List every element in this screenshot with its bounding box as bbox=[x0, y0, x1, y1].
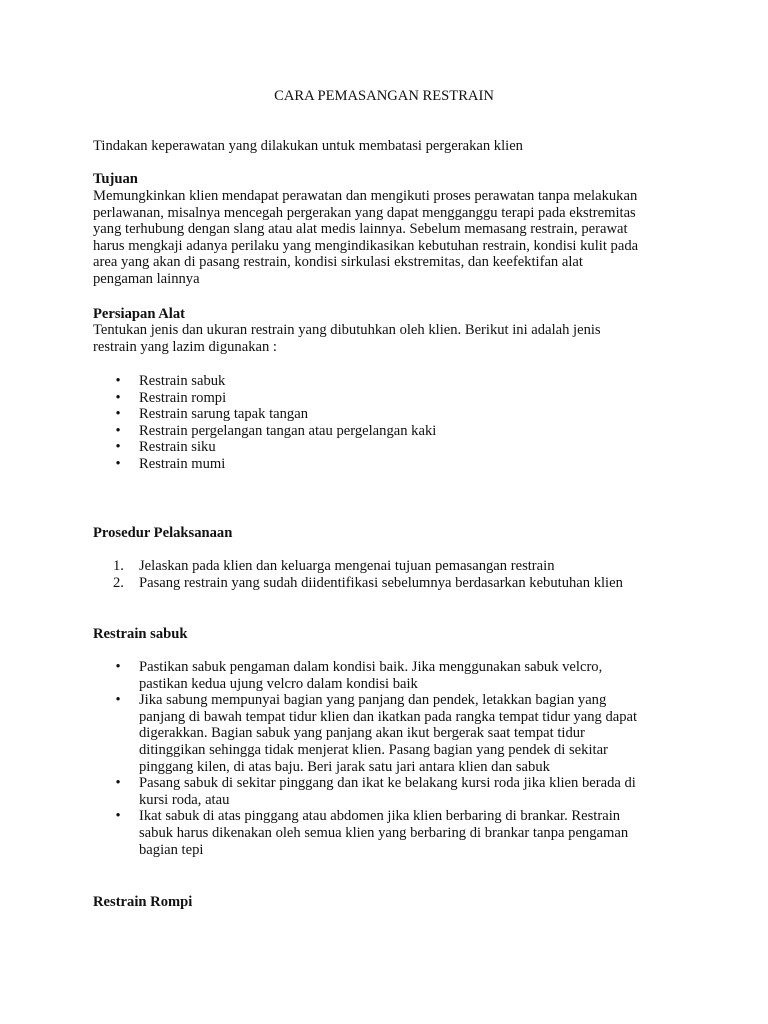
bullet-icon: • bbox=[115, 389, 121, 406]
list-item: • Restrain pergelangan tangan atau pergelangan kaki bbox=[0, 423, 768, 440]
persiapan-heading: Persiapan Alat bbox=[93, 306, 186, 322]
restrain-sabuk-heading: Restrain sabuk bbox=[93, 626, 188, 642]
bullet-icon: • bbox=[115, 659, 121, 675]
restrain-sabuk-list bbox=[0, 659, 768, 858]
list-item: • Jika sabung mempunyai bagian yang panjang dan pendek, letakkan bagian yang panjang di bawah tempat tidur klien dan ikatkan pada rangka tempat tidur yang dapat digerakkan. Bagian sabuk yang panjang akan ikut bergerak saat tempat tidur ditinggikan sehingga tidak menjerat klien. Pasang bagian yang pendek di sekitar pinggang kilen, di atas baju. Beri jarak satu jari antara klien dan sabuk bbox=[0, 692, 669, 775]
prosedur-heading: Prosedur Pelaksanaan bbox=[93, 525, 233, 541]
persiapan-paragraph bbox=[93, 322, 675, 355]
tujuan-line: area yang akan di pasang restrain, kondisi sirkulasi ekstremitas, dan keefektifan alat bbox=[93, 254, 583, 271]
tujuan-heading: Tujuan bbox=[93, 171, 138, 187]
bullet-icon: • bbox=[115, 808, 121, 825]
list-item: • Pastikan sabuk pengaman dalam kondisi baik. Jika menggunakan sabuk velcro, pastikan kedua ujung velcro dalam kondisi baik bbox=[0, 659, 669, 692]
bullet-icon: • bbox=[115, 775, 121, 792]
bullet-icon: • bbox=[115, 373, 121, 389]
tujuan-paragraph bbox=[93, 188, 675, 288]
tujuan-line: perlawanan, misalnya mencegah pergerakan yang dapat mengganggu terapi pada ekstremitas bbox=[93, 204, 636, 221]
tujuan-line: harus mengkaji adanya perilaku yang mengindikasikan kebutuhan restrain, kondisi kulit pada bbox=[93, 237, 639, 254]
tujuan-line: pengaman lainnya bbox=[93, 270, 200, 287]
tujuan-line: yang terhubung dengan slang atau alat medis lainnya. Sebelum memasang restrain, perawat bbox=[93, 221, 628, 238]
list-item: • Ikat sabuk di atas pinggang atau abdomen jika klien berbaring di brankar. Restrain sabuk harus dikenakan oleh semua klien yang berbaring di brankar tanpa pengaman bagian tepi bbox=[0, 808, 669, 858]
prosedur-steps-list bbox=[0, 558, 768, 591]
bullet-icon: • bbox=[115, 422, 121, 439]
restrain-rompi-heading: Restrain Rompi bbox=[93, 894, 193, 910]
list-item: • Pasang sabuk di sekitar pinggang dan ikat ke belakang kursi roda jika klien berada di kursi roda, atau bbox=[0, 775, 669, 808]
list-item: • Restrain rompi bbox=[0, 390, 768, 407]
persiapan-line: restrain yang lazim digunakan : bbox=[93, 338, 277, 355]
document-title: CARA PEMASANGAN RESTRAIN bbox=[274, 88, 494, 104]
persiapan-line: Tentukan jenis dan ukuran restrain yang dibutuhkan oleh klien. Berikut ini adalah jenis bbox=[93, 322, 601, 338]
list-item: 1. Jelaskan pada klien dan keluarga mengenai tujuan pemasangan restrain bbox=[113, 558, 555, 574]
list-item: 2. Pasang restrain yang sudah diidentifikasi sebelumnya berdasarkan kebutuhan klien bbox=[113, 574, 623, 591]
bullet-icon: • bbox=[115, 692, 121, 709]
bullet-icon: • bbox=[115, 455, 121, 472]
list-item: • Restrain mumi bbox=[0, 456, 768, 473]
tujuan-line: Memungkinkan klien mendapat perawatan dan mengikuti proses perawatan tanpa melakukan bbox=[93, 188, 638, 204]
list-item: • Restrain siku bbox=[0, 439, 768, 456]
restrain-types-list bbox=[0, 373, 768, 473]
list-item: • Restrain sarung tapak tangan bbox=[0, 406, 768, 423]
step-number: 2. bbox=[113, 574, 124, 591]
bullet-icon: • bbox=[115, 439, 121, 456]
list-item: • Restrain sabuk bbox=[0, 373, 768, 390]
step-number: 1. bbox=[113, 558, 124, 574]
bullet-icon: • bbox=[115, 406, 121, 423]
intro-paragraph: Tindakan keperawatan yang dilakukan untuk membatasi pergerakan klien bbox=[93, 138, 523, 154]
